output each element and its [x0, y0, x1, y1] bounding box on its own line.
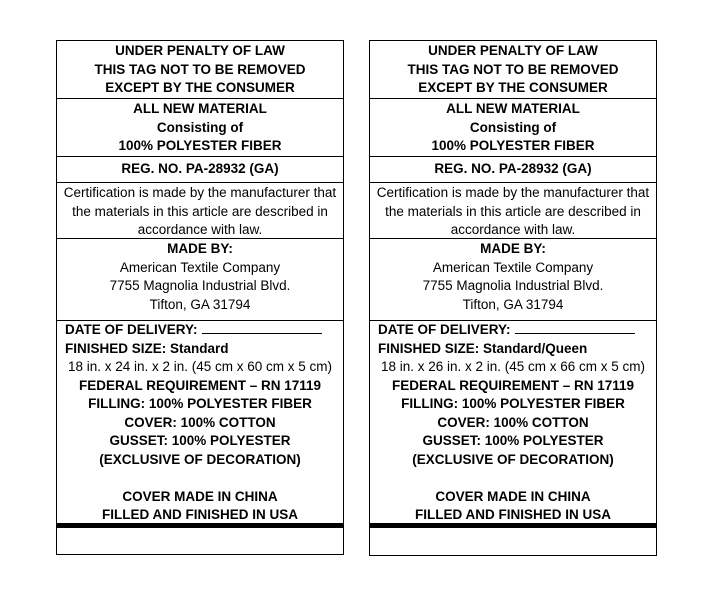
cover: COVER: 100% COTTON [437, 414, 589, 430]
certification-line-2: the materials in this article are described in [72, 203, 328, 219]
federal-requirement: FEDERAL REQUIREMENT – RN 17119 [78, 377, 322, 393]
spacer [57, 469, 343, 488]
federal-requirement: FEDERAL REQUIREMENT – RN 17119 [391, 377, 635, 393]
warning-line-1: UNDER PENALTY OF LAW [115, 43, 285, 58]
warning-section [370, 41, 656, 99]
fill-origin: FILLED AND FINISHED IN USA [414, 507, 611, 522]
delivery-row [370, 321, 656, 340]
dimensions: 18 in. x 26 in. x 2 in. (45 cm x 66 cm x 5 cm) [380, 359, 646, 374]
finished-size-value: Standard/Queen [483, 340, 588, 356]
manufacturer-city: Tifton, GA 31794 [462, 296, 564, 312]
certification-section [57, 183, 343, 239]
certification-line-3: accordance with law. [450, 222, 576, 237]
cover-origin: COVER MADE IN CHINA [122, 488, 278, 504]
warning-section [57, 41, 343, 99]
warning-line-2: THIS TAG NOT TO BE REMOVED [407, 61, 619, 77]
cover-origin: COVER MADE IN CHINA [435, 488, 591, 504]
gusset: GUSSET: 100% POLYESTER [109, 433, 291, 448]
filling: FILLING: 100% POLYESTER FIBER [88, 396, 312, 411]
warning-line-3: EXCEPT BY THE CONSUMER [105, 80, 295, 95]
delivery-date-field[interactable] [202, 321, 322, 334]
fill-origin: FILLED AND FINISHED IN USA [101, 507, 298, 522]
material-line-2: Consisting of [469, 119, 557, 135]
manufacturer-section [57, 239, 343, 321]
material-line-1: ALL NEW MATERIAL [446, 101, 580, 116]
manufacturer-address: 7755 Magnolia Industrial Blvd. [109, 278, 291, 293]
registration-section [370, 157, 656, 183]
law-tag-standard [56, 40, 344, 555]
delivery-label: DATE OF DELIVERY: [378, 322, 511, 337]
dimensions: 18 in. x 24 in. x 2 in. (45 cm x 60 cm x 5 cm) [67, 359, 333, 374]
manufacturer-name: American Textile Company [432, 259, 594, 275]
finished-size-value: Standard [170, 340, 229, 356]
material-line-3: 100% POLYESTER FIBER [431, 138, 595, 153]
finished-size-label: FINISHED SIZE: [65, 340, 167, 356]
warning-line-3: EXCEPT BY THE CONSUMER [418, 80, 608, 95]
material-line-2: Consisting of [156, 119, 244, 135]
warning-line-2: THIS TAG NOT TO BE REMOVED [94, 61, 306, 77]
registration-number: REG. NO. PA-28932 (GA) [434, 161, 592, 176]
manufacturer-city: Tifton, GA 31794 [149, 296, 251, 312]
material-line-3: 100% POLYESTER FIBER [118, 138, 282, 153]
finished-size-label: FINISHED SIZE: [378, 340, 480, 356]
delivery-row [57, 321, 343, 340]
material-section [57, 99, 343, 157]
certification-line-1: Certification is made by the manufacturer that [376, 185, 650, 200]
manufacturer-section [370, 239, 656, 321]
spacer [370, 469, 656, 488]
manufacturer-address: 7755 Magnolia Industrial Blvd. [422, 278, 604, 293]
finished-size-row [57, 340, 343, 359]
exclusive-note: (EXCLUSIVE OF DECORATION) [412, 451, 614, 467]
blank-footer [57, 528, 343, 556]
gusset: GUSSET: 100% POLYESTER [422, 433, 604, 448]
warning-line-1: UNDER PENALTY OF LAW [428, 43, 598, 58]
delivery-label: DATE OF DELIVERY: [65, 322, 198, 337]
law-tag-standard-queen [369, 40, 657, 556]
registration-number: REG. NO. PA-28932 (GA) [121, 161, 279, 176]
finished-size-row [370, 340, 656, 359]
manufacturer-name: American Textile Company [119, 259, 281, 275]
made-by-label: MADE BY: [167, 241, 233, 256]
material-section [370, 99, 656, 157]
made-by-label: MADE BY: [480, 241, 546, 256]
certification-section [370, 183, 656, 239]
details-section [57, 321, 343, 528]
certification-line-2: the materials in this article are described in [385, 203, 641, 219]
details-section [370, 321, 656, 528]
delivery-date-field[interactable] [515, 321, 635, 334]
blank-footer [370, 528, 656, 556]
certification-line-1: Certification is made by the manufacturer that [63, 185, 337, 200]
filling: FILLING: 100% POLYESTER FIBER [401, 396, 625, 411]
exclusive-note: (EXCLUSIVE OF DECORATION) [99, 451, 301, 467]
material-line-1: ALL NEW MATERIAL [133, 101, 267, 116]
certification-line-3: accordance with law. [137, 222, 263, 237]
cover: COVER: 100% COTTON [124, 414, 276, 430]
registration-section [57, 157, 343, 183]
